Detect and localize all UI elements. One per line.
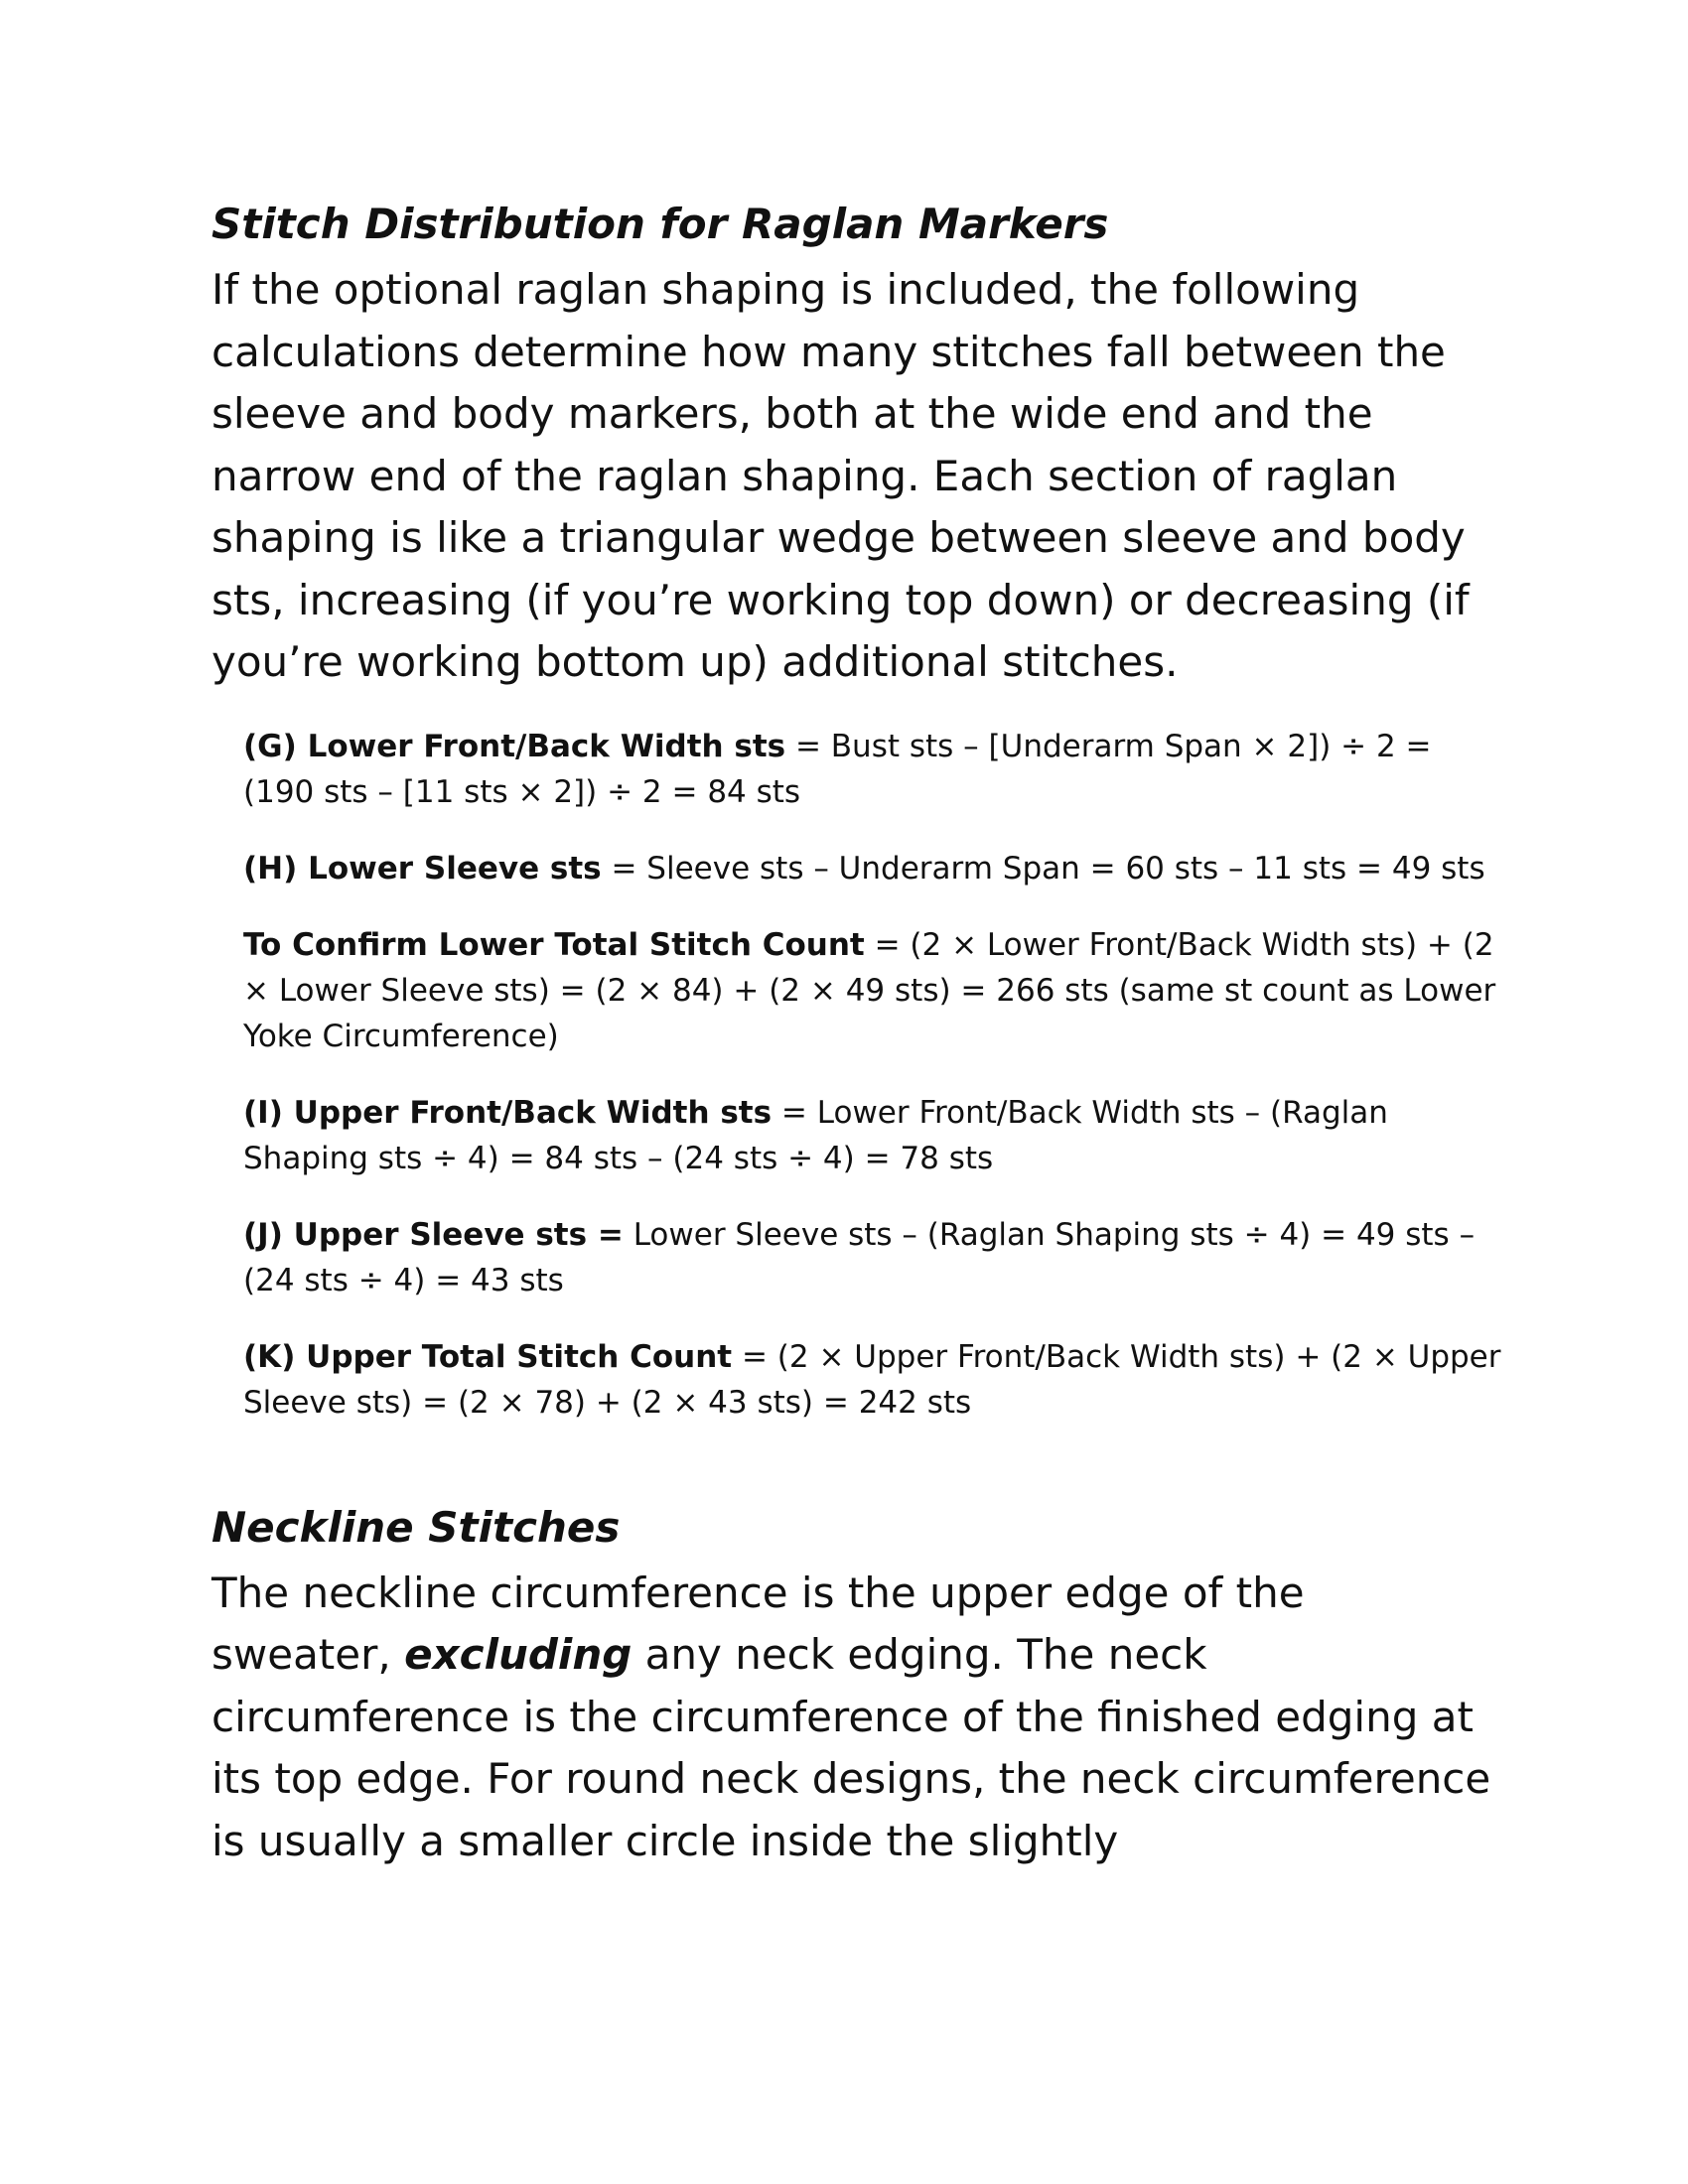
- formula-text: = (2 × Upper Front/Back Width sts) + (2 × Upper Sleeve sts) = (2 × 78) + (2 × 43 sts) = 242 sts: [243, 1338, 1501, 1421]
- formula-text: = Sleeve sts – Underarm Span = 60 sts – 11 sts = 49 sts: [601, 850, 1485, 887]
- section-heading: Stitch Distribution for Raglan Markers: [211, 200, 1109, 248]
- formula-text: = Lower Front/Back Width sts – (Raglan Shaping sts ÷ 4) = 84 sts – (24 sts ÷ 4) = 78 sts: [243, 1094, 1388, 1176]
- formula-g: [243, 724, 1504, 815]
- formula-text: = Bust sts – [Underarm Span × 2]) ÷ 2 = (190 sts – [11 sts × 2]) ÷ 2 = 84 sts: [243, 728, 1432, 810]
- formula-label: (G) Lower Front/Back Width sts: [243, 728, 786, 764]
- formula-label: (I) Upper Front/Back Width sts: [243, 1094, 773, 1131]
- formula-k: [243, 1334, 1504, 1426]
- document-page: [211, 194, 1502, 1872]
- formula-list: [243, 724, 1504, 1426]
- formula-confirm-lower: [243, 922, 1504, 1059]
- formula-text: = (2 × Lower Front/Back Width sts) + (2 × Lower Sleeve sts) = (2 × 84) + (2 × 49 sts) = 266 sts (same st count as Lower Yoke Circumference): [243, 926, 1496, 1054]
- formula-i: [243, 1090, 1504, 1181]
- formula-label: (K) Upper Total Stitch Count: [243, 1338, 733, 1375]
- formula-label: (H) Lower Sleeve sts: [243, 850, 602, 887]
- formula-label: To Confirm Lower Total Stitch Count: [243, 926, 865, 963]
- raglan-markers-section: [211, 194, 1502, 1426]
- formula-label: (J) Upper Sleeve sts =: [243, 1216, 624, 1253]
- paragraph-text: The neckline circumference is the upper edge of the sweater,: [211, 1568, 1305, 1679]
- formula-j: [243, 1212, 1504, 1303]
- emphasis-text: excluding: [404, 1630, 633, 1679]
- neckline-stitches-section: [211, 1497, 1502, 1873]
- paragraph-text: any neck edging. The neck circumference is the circumference of the finished edging at its top edge. For round neck designs, the neck circumference is usually a smaller circle inside the slightly: [211, 1630, 1491, 1865]
- formula-h: [243, 846, 1504, 891]
- formula-text: Lower Sleeve sts – (Raglan Shaping sts ÷ 4) = 49 sts – (24 sts ÷ 4) = 43 sts: [243, 1216, 1476, 1298]
- section-heading: Neckline Stitches: [211, 1502, 621, 1552]
- section-paragraph: If the optional raglan shaping is included, the following calculations determine how many stitches fall between the sleeve and body markers, both at the wide end and the narrow end of the raglan shaping. Each section of raglan shaping is like a triangular wedge between sleeve and body sts, increasing (if you’re working top down) or decreasing (if you’re working bottom up) additional stitches.: [211, 265, 1470, 686]
- section-paragraph: [211, 1563, 1492, 1873]
